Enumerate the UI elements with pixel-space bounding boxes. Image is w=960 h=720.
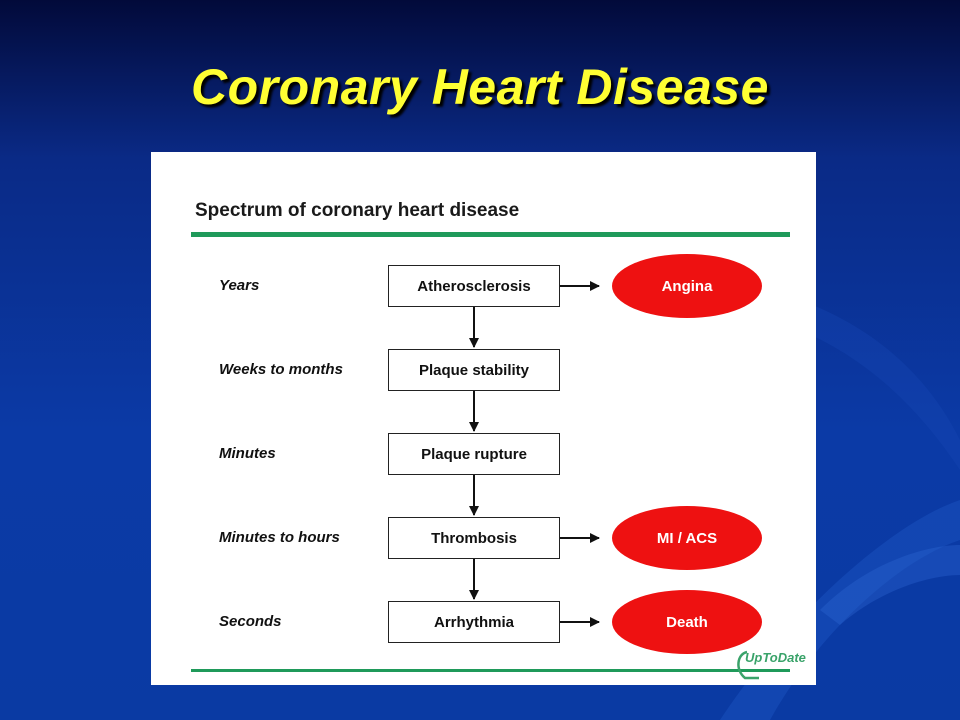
time-label-weeks-to-months: Weeks to months: [219, 361, 343, 378]
time-label-seconds: Seconds: [219, 613, 282, 630]
outcome-mi-acs: MI / ACS: [612, 506, 762, 570]
outcome-death: Death: [612, 590, 762, 654]
stage-box-atherosclerosis: Atherosclerosis: [388, 265, 560, 307]
stage-box-arrhythmia: Arrhythmia: [388, 601, 560, 643]
outcome-angina: Angina: [612, 254, 762, 318]
time-label-years: Years: [219, 277, 260, 294]
stage-box-plaque-rupture: Plaque rupture: [388, 433, 560, 475]
logo-text: UpToDate: [745, 650, 806, 665]
stage-box-thrombosis: Thrombosis: [388, 517, 560, 559]
stage-box-plaque-stability: Plaque stability: [388, 349, 560, 391]
diagram-title: Spectrum of coronary heart disease: [195, 200, 520, 221]
time-label-minutes-to-hours: Minutes to hours: [219, 529, 340, 546]
slide-title: Coronary Heart Disease: [191, 59, 769, 115]
time-label-minutes: Minutes: [219, 445, 276, 462]
bottom-rule: [191, 669, 790, 672]
diagram-panel: [151, 152, 816, 685]
uptodate-logo: [733, 648, 813, 680]
